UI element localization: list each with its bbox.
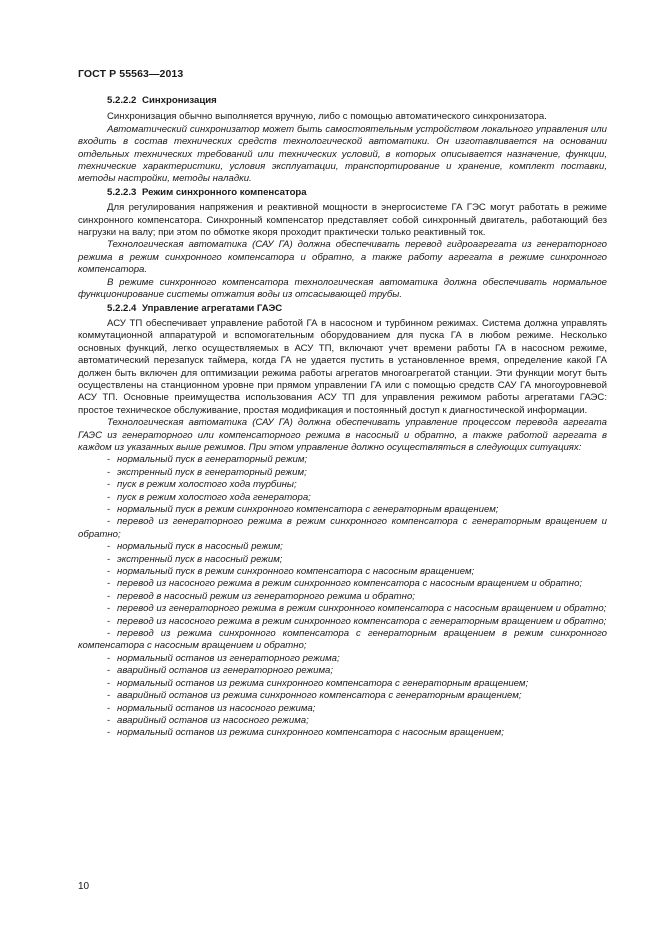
situations-list (78, 454, 607, 739)
list-bullet: - (107, 454, 111, 466)
list-item (78, 454, 607, 466)
list-item (78, 467, 607, 479)
list-item (78, 566, 607, 578)
list-item (78, 665, 607, 677)
list-item-text: перевод в насосный режим из генераторного режима и обратно; (117, 590, 415, 602)
section-heading-compensator (78, 186, 607, 202)
list-bullet: - (107, 665, 111, 677)
list-bullet: - (107, 628, 111, 640)
paragraph: Синхронизация обычно выполняется вручную, либо с помощью автоматического синхронизатора. (107, 111, 547, 123)
list-item-text: перевод из режима синхронного компенсатора с генераторным вращением в режим синхронного компенсатора с насосным вращением и обратно; (78, 628, 607, 652)
list-bullet: - (107, 702, 111, 714)
list-item-text: нормальный пуск в режим синхронного компенсатора с генераторным вращением; (117, 504, 499, 515)
list-item-text: перевод из насосного режима в режим синхронного компенсатора с насосным вращением и обратно; (117, 578, 583, 590)
list-item (78, 578, 607, 590)
list-bullet: - (107, 466, 111, 478)
list-bullet: - (107, 491, 111, 503)
paragraph: Для регулирования напряжения и реактивной мощности в энергосистеме ГА ГЭС могут работать в режиме синхронного компенсатора. Синхронный компенсатор представляет собой синхронный двигатель, работающий без нагрузки на валу; при этом по обмотке якоря проходит практически только реактивный ток. (78, 202, 607, 239)
list-bullet: - (107, 727, 111, 739)
list-item-text: пуск в режим холостого хода турбины; (117, 479, 297, 491)
section-heading-gaes (78, 302, 607, 318)
list-item (78, 541, 607, 553)
paragraph: АСУ ТП обеспечивает управление работой ГА в насосном и турбинном режимах. Система должна управлять коммутационной аппаратурой и вспомогательным оборудованием для пуска ГА в любом режиме. Несколько основных функций, легко осуществляемых в АСУ ТП, включают учет времени работы ГА в насосном режиме, автоматический перезапуск таймера, когда ГА не удается пустить в установленное время, определение какой ГА должен быть включен для оптимизации режима работы агрегатов многоагрегатой станции. Эти функции могут быть осуществлены на станционном уровне при прямом управлении ГА или с помощью средств САУ ГА многоуровневой АСУ ТП. Основные преимущества использования АСУ ТП для управления режимом работы агрегатами ГАЭС: простое техническое обслуживание, простая модификация и постоянный доступ к диагностической информации. (78, 317, 607, 416)
list-item-text: нормальный останов из генераторного режима; (117, 652, 340, 664)
list-item-text: перевод из насосного режима в режим синхронного компенсатора с генераторным вращением и обратно; (117, 615, 607, 627)
list-item-text: перевод из генераторного режима в режим синхронного компенсатора с генераторным вращением и обратно; (78, 516, 607, 540)
list-item (78, 653, 607, 665)
section-number: 5.2.2.4 (107, 303, 137, 314)
list-item (78, 554, 607, 566)
list-item (78, 492, 607, 504)
list-item-text: пуск в режим холостого хода генератора; (117, 491, 311, 503)
section-title: Синхронизация (142, 95, 217, 106)
list-item-text: нормальный останов из режима синхронного компенсатора с генераторным вращением; (117, 677, 529, 689)
list-item-text: аварийный останов из режима синхронного компенсатора с генераторным вращением; (117, 690, 522, 702)
list-item-text: нормальный останов из насосного режима; (117, 702, 316, 714)
list-item (78, 628, 607, 653)
paragraph: Автоматический синхронизатор может быть самостоятельным устройством локального управления или входить в состав технических средств технологической автоматики. Он изготавливается на основании отдельных технических требований или технических условий, в которых описывается назначение, функции, технические характеристики, условия эксплуатации, транспортирование и хранение, комплект поставки, методы настройки, методы наладки. (78, 123, 607, 185)
list-item (78, 715, 607, 727)
section-number: 5.2.2.2 (107, 95, 137, 106)
list-item (78, 727, 607, 739)
list-item-text: аварийный останов из генераторного режима; (117, 665, 334, 677)
list-item-text: нормальный пуск в насосный режим; (117, 541, 283, 553)
list-item-text: аварийный останов из насосного режима; (117, 714, 309, 726)
list-item-text: экстренный пуск в генераторный режим; (117, 466, 307, 478)
list-bullet: - (107, 553, 111, 565)
list-item (78, 591, 607, 603)
page-header: ГОСТ Р 55563—2013 (78, 68, 184, 80)
list-item-text: экстренный пуск в насосный режим; (117, 553, 283, 565)
section-title: Режим синхронного компенсатора (142, 187, 307, 199)
list-bullet: - (107, 516, 111, 528)
list-item-text: нормальный пуск в режим синхронного компенсатора с насосным вращением; (117, 566, 475, 578)
list-bullet: - (107, 603, 111, 615)
list-bullet: - (107, 541, 111, 553)
page-content (78, 95, 607, 740)
list-bullet: - (107, 479, 111, 491)
list-bullet: - (107, 652, 111, 664)
list-bullet: - (107, 566, 111, 578)
list-item (78, 703, 607, 715)
section-title: Управление агрегатами ГАЭС (142, 303, 283, 314)
list-item (78, 603, 607, 615)
list-item (78, 504, 607, 516)
paragraph: Технологическая автоматика (САУ ГА) должна обеспечивать перевод гидроагрегата из генераторного режима в режим синхронного компенсатора и обратно, а также работу агрегата в режиме синхронного компенсатора. (78, 239, 607, 276)
page-number: 10 (78, 881, 90, 892)
paragraph: Технологическая автоматика (САУ ГА) должна обеспечивать управление процессом перевода агрегата ГАЭС из генераторного или компенсаторного режима в насосный и обратно, а также работой агрегата в каждом из указанных выше режимов. При этом управление должно осуществляться в следующих ситуациях: (78, 417, 607, 453)
list-bullet: - (107, 714, 111, 726)
list-bullet: - (107, 615, 111, 627)
list-item (78, 678, 607, 690)
list-item-text: нормальный останов из режима синхронного компенсатора с насосным вращением; (117, 727, 504, 739)
list-item (78, 690, 607, 702)
list-bullet: - (107, 690, 111, 702)
paragraph: В режиме синхронного компенсатора технологическая автоматика должна обеспечивать нормальное функционирование системы отжатия воды из отсасывающей трубы. (78, 276, 607, 301)
list-bullet: - (107, 590, 111, 602)
list-item (78, 616, 607, 628)
list-bullet: - (107, 677, 111, 689)
section-number: 5.2.2.3 (107, 187, 137, 199)
list-item-text: перевод из генераторного режима в режим синхронного компенсатора с насосным вращением и обратно; (117, 603, 607, 615)
list-item (78, 479, 607, 491)
list-item (78, 516, 607, 541)
list-bullet: - (107, 578, 111, 590)
list-bullet: - (107, 504, 111, 515)
list-item-text: нормальный пуск в генераторный режим; (117, 454, 308, 466)
section-heading-sync (78, 95, 607, 111)
